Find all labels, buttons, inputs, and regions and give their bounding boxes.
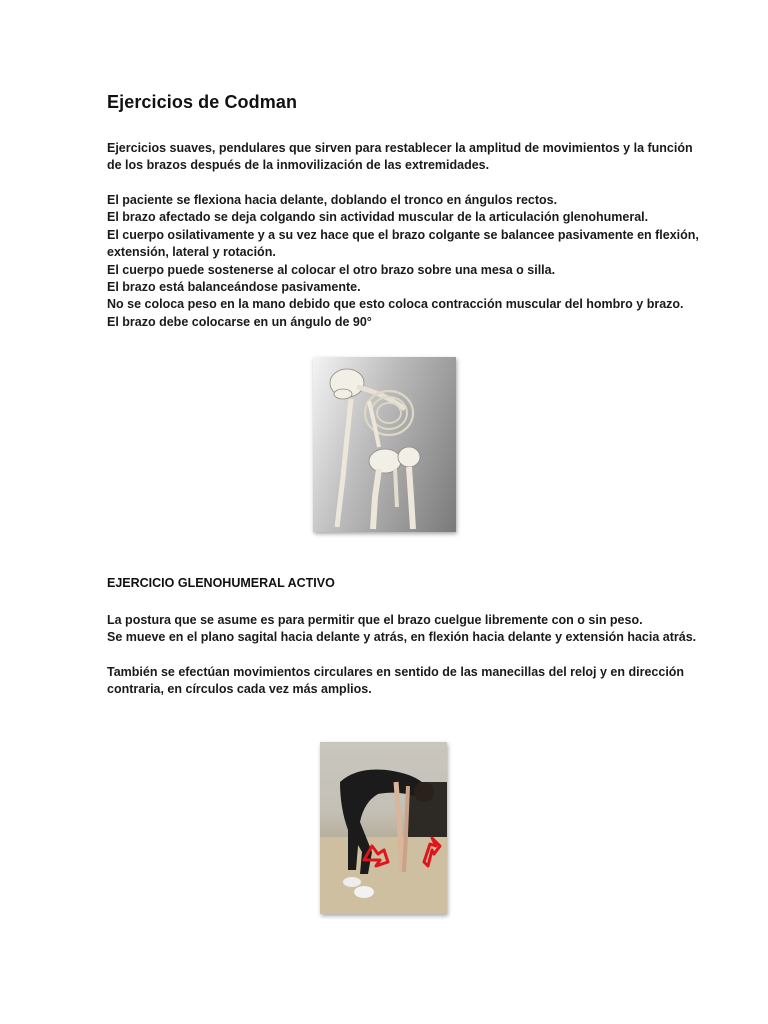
step-line: El cuerpo puede sostenerse al colocar el otro brazo sobre una mesa o silla. — [107, 262, 556, 277]
steps-paragraph — [107, 192, 699, 331]
page-title: Ejercicios de Codman — [107, 92, 298, 112]
posture-line: Se mueve en el plano sagital hacia delante y atrás, en flexión hacia delante y extensión hacia atrás. — [107, 630, 697, 645]
intro-paragraph — [107, 140, 693, 175]
circular-line: contraria, en círculos cada vez más amplios. — [107, 682, 372, 697]
exercise-photo — [320, 742, 447, 914]
woman-bending-icon — [320, 742, 447, 914]
step-line: El brazo debe colocarse en un ángulo de 90° — [107, 314, 372, 329]
step-line: El brazo está balanceándose pasivamente. — [107, 280, 361, 295]
skeleton-figure — [313, 357, 456, 532]
intro-line: Ejercicios suaves, pendulares que sirven para restablecer la amplitud de movimientos y la función — [107, 141, 693, 155]
circular-line: También se efectúan movimientos circulares en sentido de las manecillas del reloj y en dirección — [107, 665, 685, 679]
posture-paragraph — [107, 612, 697, 647]
posture-line: La postura que se asume es para permitir que el brazo cuelgue libremente con o sin peso. — [107, 613, 643, 627]
step-line: No se coloca peso en la mano debido que esto coloca contracción muscular del hombro y brazo. — [107, 297, 684, 312]
step-line: extensión, lateral y rotación. — [107, 245, 276, 260]
step-line: El cuerpo osilativamente y a su vez hace que el brazo colgante se balancee pasivamente en flexión, — [107, 227, 699, 242]
circular-paragraph — [107, 664, 685, 699]
intro-line: de los brazos después de la inmovilización de las extremidades. — [107, 158, 490, 173]
step-line: El brazo afectado se deja colgando sin actividad muscular de la articulación glenohumeral. — [107, 210, 649, 225]
step-line: El paciente se flexiona hacia delante, doblando el tronco en ángulos rectos. — [107, 193, 558, 207]
section-heading: EJERCICIO GLENOHUMERAL ACTIVO — [107, 576, 335, 590]
skeleton-bent-icon — [313, 357, 456, 532]
